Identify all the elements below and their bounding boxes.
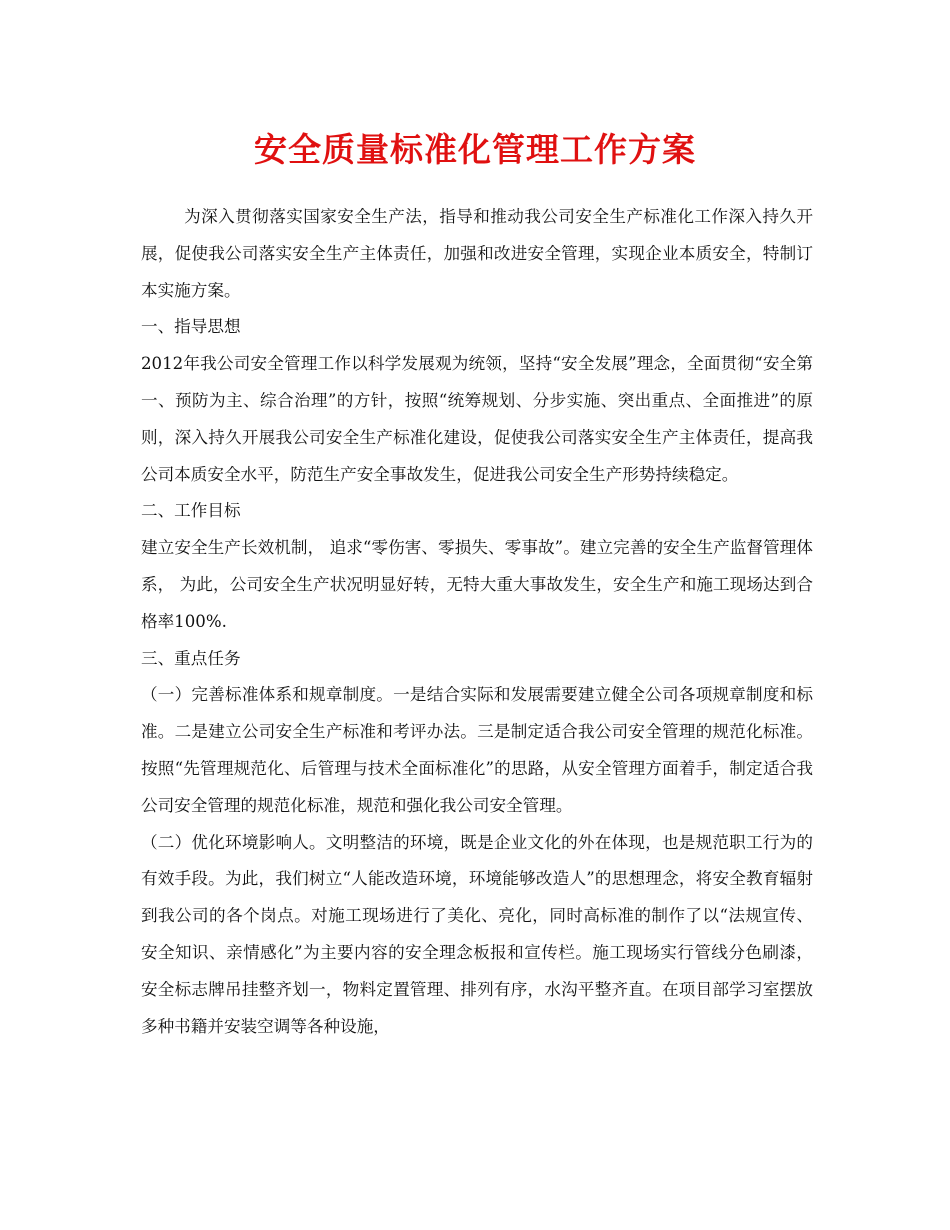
section-heading-key-tasks: 三、重点任务 <box>141 648 241 668</box>
document-title: 安全质量标准化管理工作方案 <box>254 130 696 169</box>
key-task-2-paragraph: （二）优化环境影响人。文明整洁的环境，既是企业文化的外在体现，也是规范职工行为的有效手段。为此，我们树立“人能改造环境，环境能够改造人”的思想理念，将安全教育辐射到我公司的各个岗点。对施工现场进行了美化、亮化，同时高标准的制作了以“法规宣传、安全知识、亲情感化”为主要内容的安全理念板报和宣传栏。施工现场实行管线分色刷漆，安全标志牌吊挂整齐划一，物料定置管理、排列有序，水沟平整齐直。在项目部学习室摆放多种书籍并安装空调等各种设施， <box>141 832 813 1036</box>
work-goals-paragraph: 建立安全生产长效机制， 追求“零伤害、零损失、零事故”。建立完善的安全生产监督管理体系， 为此，公司安全生产状况明显好转，无特大重大事故发生，安全生产和施工现场达到合格率100%. <box>141 538 813 631</box>
key-task-1-paragraph: （一）完善标准体系和规章制度。一是结合实际和发展需要建立健全公司各项规章制度和标准。二是建立公司安全生产标准和考评办法。三是制定适合我公司安全管理的规范化标准。按照“先管理规范化、后管理与技术全面标准化”的思路，从安全管理方面着手，制定适合我公司安全管理的规范化标准，规范和强化我公司安全管理。 <box>141 685 813 815</box>
section-heading-work-goals: 二、工作目标 <box>141 501 241 521</box>
section-heading-guiding-ideology: 一、指导思想 <box>141 317 241 337</box>
guiding-ideology-paragraph: 2012年我公司安全管理工作以科学发展观为统领，坚持“安全发展”理念，全面贯彻“安全第一、预防为主、综合治理”的方针，按照“统筹规划、分步实施、突出重点、全面推进”的原则，深入持久开展我公司安全生产标准化建设，促使我公司落实安全生产主体责任，提高我公司本质安全水平，防范生产安全事故发生，促进我公司安全生产形势持续稳定。 <box>141 354 813 484</box>
document-body <box>141 199 813 1045</box>
intro-paragraph: 为深入贯彻落实国家安全生产法，指导和推动我公司安全生产标准化工作深入持久开展，促使我公司落实安全生产主体责任，加强和改进安全管理，实现企业本质安全，特制订本实施方案。 <box>141 207 813 300</box>
